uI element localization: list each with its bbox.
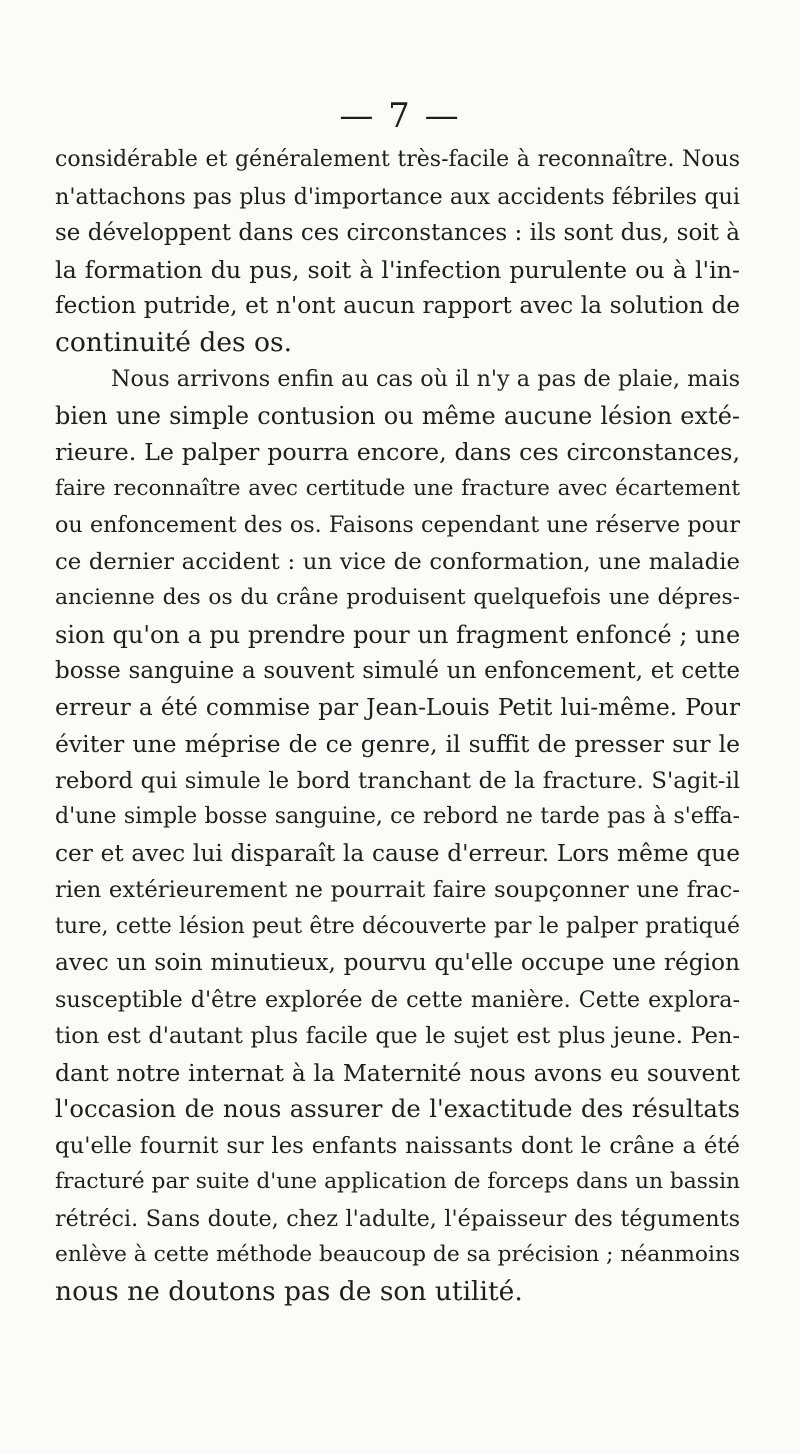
text-line: ou enfoncement des os. Faisons cependant une réserve pour: [55, 512, 740, 538]
text-line: susceptible d'être explorée de cette manière. Cette explora-: [55, 986, 740, 1013]
text-line: qu'elle fournit sur les enfants naissants dont le crâne a été: [55, 1132, 740, 1159]
text-line: enlève à cette méthode beaucoup de sa précision ; néanmoins: [55, 1242, 741, 1267]
text-line: faire reconnaître avec certitude une fracture avec écartement: [55, 475, 740, 501]
text-line: fracturé par suite d'une application de forceps dans un bassin: [55, 1169, 741, 1194]
text-line: considérable et généralement très-facile à reconnaître. Nous: [55, 147, 740, 172]
paragraph-start-line: Nous arrivons enfin au cas où il n'y a pas de plaie, mais: [111, 366, 740, 392]
text-line: bosse sanguine a souvent simulé un enfoncement, et cette: [55, 658, 740, 684]
text-line: cer et avec lui disparaît la cause d'erreur. Lors même que: [55, 839, 740, 867]
text-line: ture, cette lésion peut être découverte par le palper pratiqué: [55, 913, 740, 939]
text-line: l'occasion de nous assurer de l'exactitude des résultats: [55, 1094, 740, 1123]
text-line: ancienne des os du crâne produisent quelquefois une dépres-: [55, 585, 740, 610]
text-line: rieure. Le palper pourra encore, dans ces circonstances,: [55, 438, 740, 466]
text-line: rebord qui simule le bord tranchant de la fracture. S'agit-il: [55, 767, 740, 794]
text-line: d'une simple bosse sanguine, ce rebord ne tarde pas à s'effa-: [55, 804, 740, 829]
text-line: sion qu'on a pu prendre pour un fragment enfoncé ; une: [55, 620, 741, 649]
text-line: bien une simple contusion ou même aucune lésion exté-: [55, 401, 740, 430]
text-line: erreur a été commise par Jean-Louis Petit lui-même. Pour: [55, 693, 740, 721]
text-line: éviter une méprise de ce genre, il suffit de presser sur le: [55, 730, 740, 758]
body-text: [55, 142, 740, 1310]
text-line: dant notre internat à la Maternité nous avons eu souvent: [55, 1058, 740, 1087]
page-number: — 7 —: [339, 96, 461, 136]
text-line: la formation du pus, soit à l'infection purulente ou à l'in-: [55, 255, 740, 284]
text-line: n'attachons pas plus d'importance aux accidents fébriles qui: [55, 183, 740, 210]
text-line: nous ne doutons pas de son utilité.: [55, 1275, 523, 1307]
text-line: rétréci. Sans doute, chez l'adulte, l'épaisseur des téguments: [55, 1205, 740, 1232]
text-line: fection putride, et n'ont aucun rapport avec la solution de: [55, 292, 740, 319]
text-line: tion est d'autant plus facile que le sujet est plus jeune. Pen-: [55, 1023, 740, 1049]
text-line: rien extérieurement ne pourrait faire soupçonner une frac-: [55, 877, 740, 903]
text-line: continuité des os.: [55, 326, 292, 358]
text-line: se développent dans ces circonstances : ils sont dus, soit à: [55, 220, 740, 246]
text-line: avec un soin minutieux, pourvu qu'elle occupe une région: [55, 949, 740, 976]
text-line: ce dernier accident : un vice de conformation, une maladie: [55, 548, 740, 575]
